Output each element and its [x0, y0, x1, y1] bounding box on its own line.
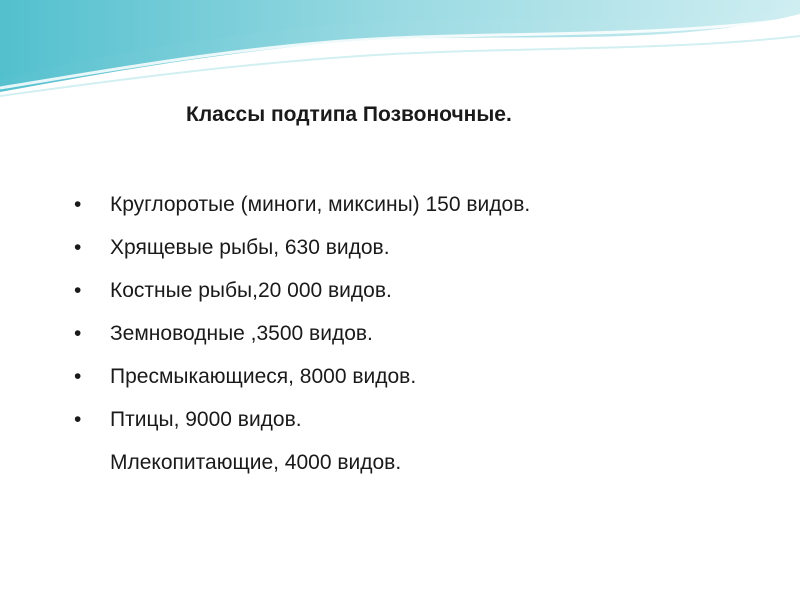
slide-title: Классы подтипа Позвоночные.	[186, 103, 512, 126]
list-item-text: Земноводные ,3500 видов.	[110, 322, 373, 345]
list-item-text: Хрящевые рыбы, 630 видов.	[110, 236, 390, 259]
list-item-text: Млекопитающие, 4000 видов.	[110, 451, 402, 474]
bullet-icon: •	[74, 236, 82, 259]
bullet-icon: •	[74, 193, 82, 216]
list-item-text: Костные рыбы,20 000 видов.	[110, 279, 392, 302]
list-item-text: Пресмыкающиеся, 8000 видов.	[110, 365, 417, 388]
bullet-icon: •	[74, 322, 82, 345]
list-item-text: Круглоротые (миноги, миксины) 150 видов.	[110, 193, 531, 216]
bullet-icon: •	[74, 365, 82, 388]
list-item-text: Птицы, 9000 видов.	[110, 408, 302, 431]
bullet-icon: •	[74, 279, 82, 302]
bullet-icon: •	[74, 408, 82, 431]
